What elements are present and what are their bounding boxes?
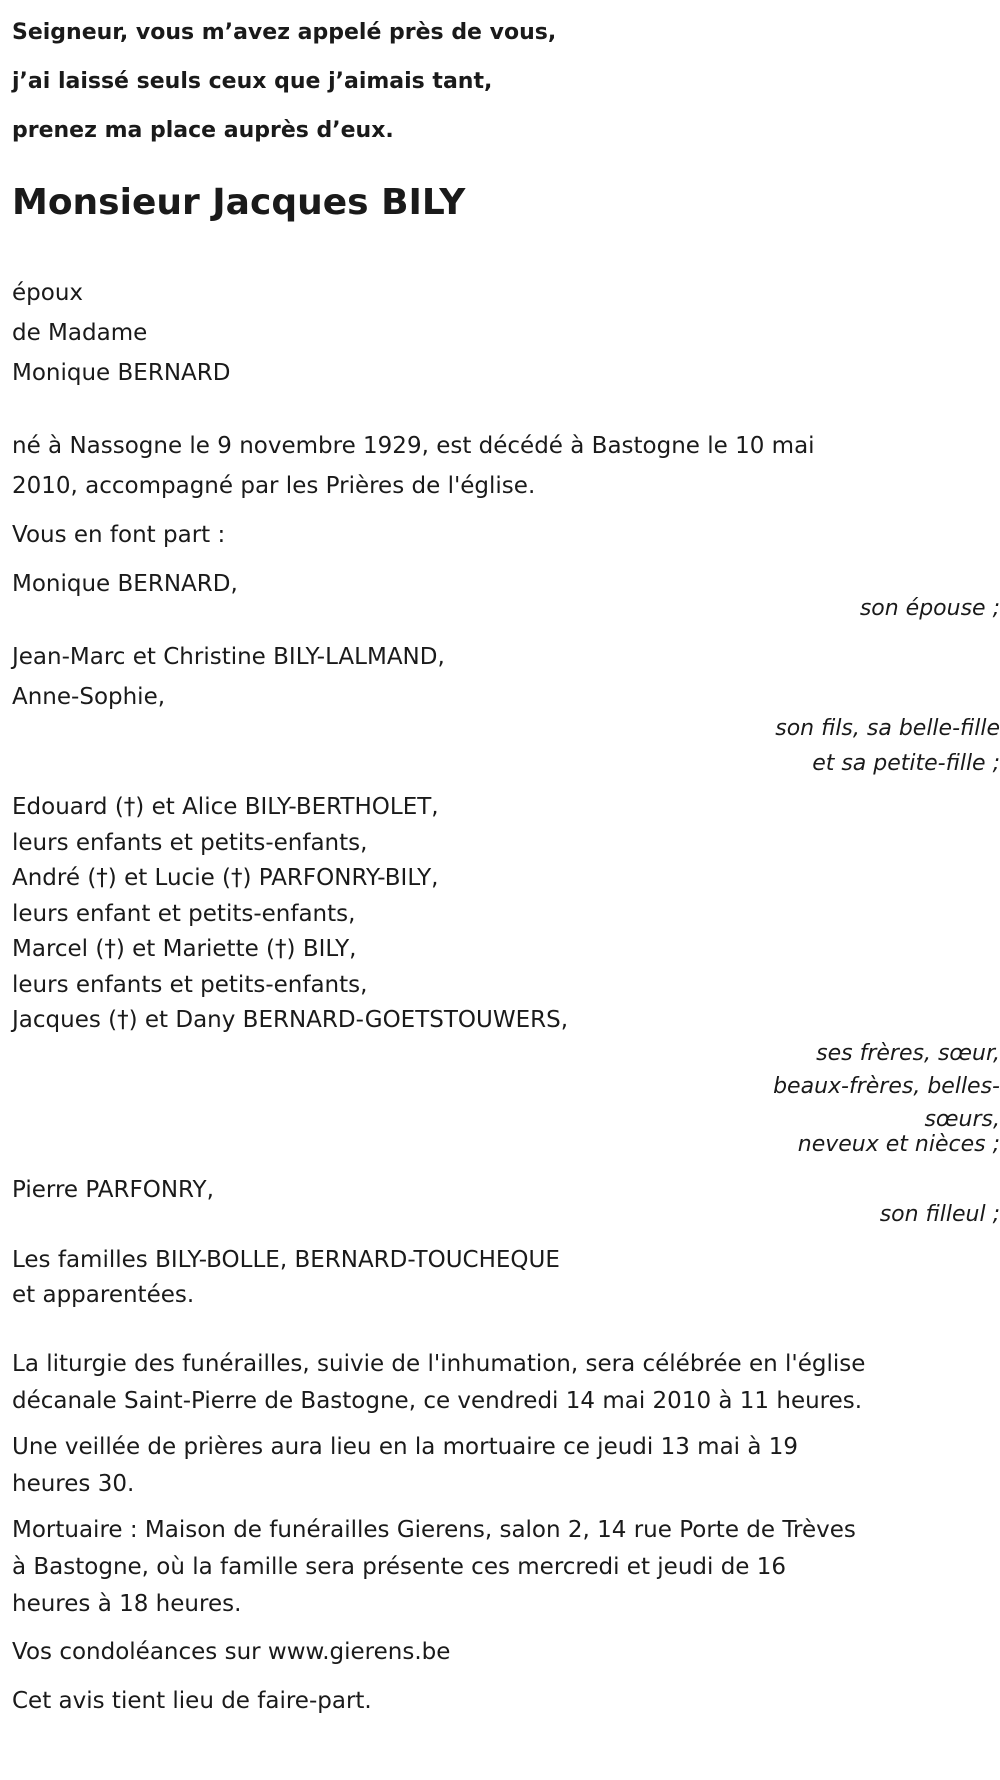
spouse-line: Monique BERNARD: [12, 360, 231, 386]
closing-text: Cet avis tient lieu de faire-part.: [12, 1687, 372, 1714]
relation-line: beaux-frères, belles-sœurs,: [773, 1073, 1000, 1132]
birth-death-paragraph: [12, 426, 987, 506]
relation-son: [12, 711, 1000, 781]
family-son: [12, 637, 1000, 781]
paragraph-line: heures à 18 heures.: [12, 1590, 242, 1617]
family-name: leurs enfant et petits-enfants,: [12, 900, 356, 927]
spouse-line: de Madame: [12, 320, 148, 346]
family-name: Les familles BILY-BOLLE, BERNARD-TOUCHEQUE: [12, 1246, 560, 1273]
relation-line: ses frères, sœur,: [816, 1040, 1000, 1066]
family-name: André (†) et Lucie (†) PARFONRY-BILY,: [12, 865, 439, 891]
relation-line: son filleul ;: [879, 1201, 1000, 1227]
family-name: Anne-Sophie,: [12, 684, 166, 710]
deceased-name: Monsieur Jacques BILY: [12, 182, 466, 223]
condolences-text: Vos condoléances sur www.gierens.be: [12, 1638, 451, 1665]
family-name: leurs enfants et petits-enfants,: [12, 829, 368, 856]
family-name: Jean-Marc et Christine BILY-LALMAND,: [12, 644, 445, 670]
paragraph-line: à Bastogne, où la famille sera présente ces mercredi et jeudi de 16: [12, 1553, 787, 1580]
relation-siblings: [712, 1037, 1000, 1161]
mortuary-paragraph: [12, 1512, 987, 1623]
relation-line: son épouse ;: [859, 596, 1000, 621]
relation-line: son fils, sa belle-fille: [775, 716, 1000, 741]
paragraph-line: décanale Saint-Pierre de Bastogne, ce vendredi 14 mai 2010 à 11 heures.: [12, 1387, 863, 1414]
obituary-notice: [12, 0, 1000, 1721]
announce-text: Vous en font part :: [12, 522, 226, 548]
poem: [12, 8, 987, 155]
vigil-paragraph: [12, 1429, 987, 1503]
relation-line: neveux et nièces ;: [797, 1131, 1000, 1157]
family-name: leurs enfants et petits-enfants,: [12, 971, 368, 998]
family-siblings: [12, 790, 1000, 1161]
paragraph-line: 2010, accompagné par les Prières de l'église.: [12, 473, 536, 499]
relation-line: et sa petite-fille ;: [812, 751, 1000, 776]
family-godson: [12, 1170, 1000, 1234]
poem-line: prenez ma place auprès d’eux.: [12, 118, 394, 143]
family-name: Marcel (†) et Mariette (†) BILY,: [12, 936, 357, 962]
paragraph-line: Une veillée de prières aura lieu en la mortuaire ce jeudi 13 mai à 19: [12, 1433, 799, 1460]
poem-line: j’ai laissé seuls ceux que j’aimais tant,: [12, 69, 493, 94]
family-wife: [12, 564, 1000, 628]
family-name: Monique BERNARD,: [12, 571, 238, 597]
paragraph-line: La liturgie des funérailles, suivie de l'inhumation, sera célébrée en l'église: [12, 1350, 866, 1377]
family-name: Jacques (†) et Dany BERNARD-GOETSTOUWERS,: [12, 1007, 569, 1033]
spouse-block: [12, 273, 987, 393]
paragraph-line: Mortuaire : Maison de funérailles Gierens, salon 2, 14 rue Porte de Trèves: [12, 1516, 856, 1543]
family-name: Pierre PARFONRY,: [12, 1176, 214, 1203]
family-name: Edouard (†) et Alice BILY-BERTHOLET,: [12, 794, 439, 820]
family-name: et apparentées.: [12, 1281, 195, 1308]
spouse-line: époux: [12, 280, 84, 306]
liturgy-paragraph: [12, 1346, 987, 1420]
poem-line: Seigneur, vous m’avez appelé près de vous,: [12, 20, 557, 45]
paragraph-line: heures 30.: [12, 1470, 135, 1497]
families-block: [12, 1243, 987, 1313]
paragraph-line: né à Nassogne le 9 novembre 1929, est décédé à Bastogne le 10 mai: [12, 433, 815, 459]
